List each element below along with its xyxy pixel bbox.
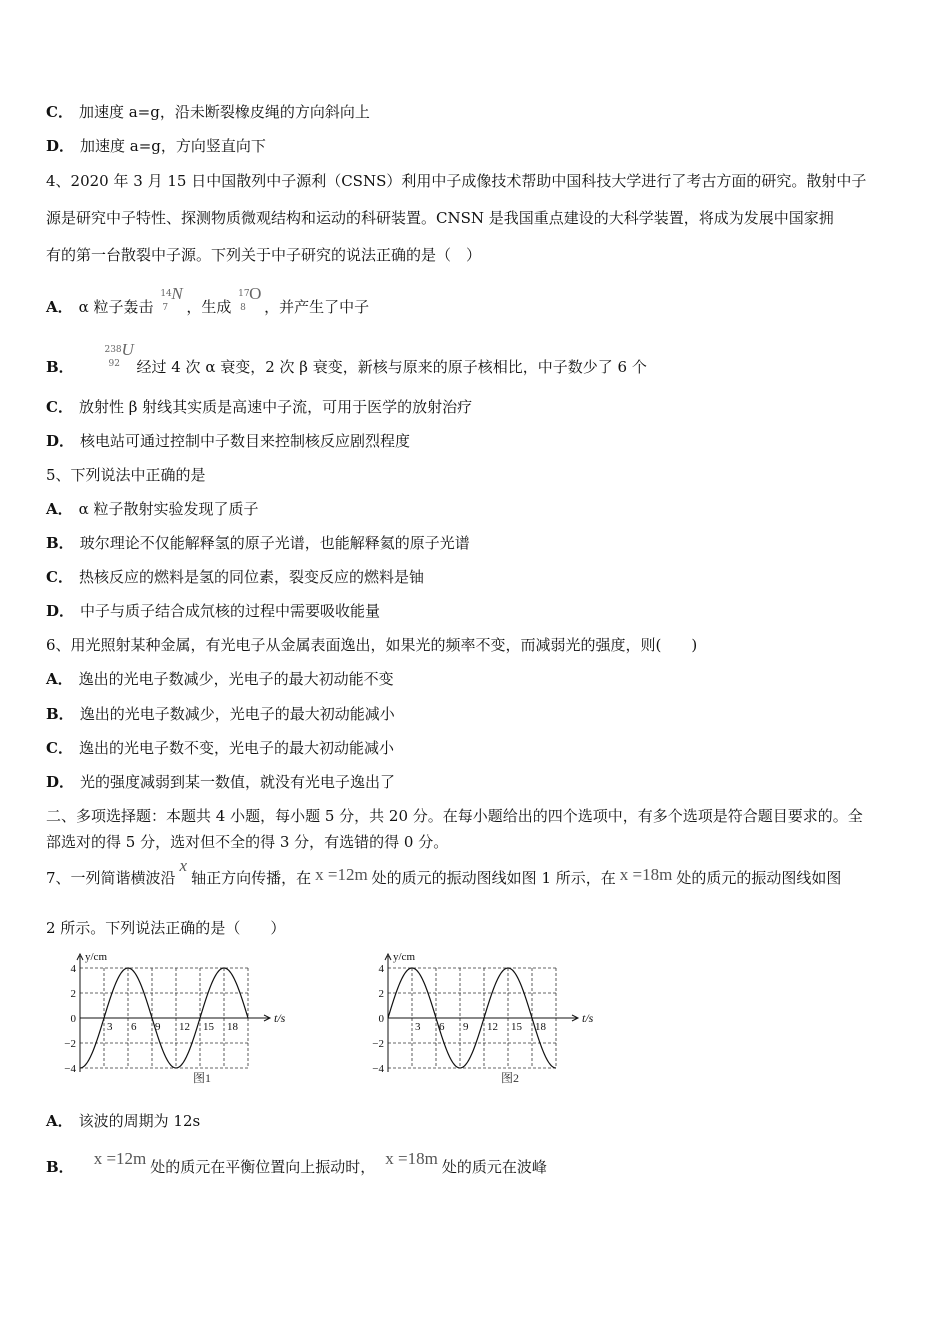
math-x12: x =12m: [315, 865, 368, 884]
option-label: A．: [46, 298, 73, 316]
option-text: α 粒子散射实验发现了质子: [78, 500, 259, 518]
option-text: 逸出的光电子数减少，光电子的最大初动能减小: [79, 705, 395, 723]
x-axis-label: t/s: [582, 1011, 594, 1025]
option-text: 逸出的光电子数不变，光电子的最大初动能减小: [78, 739, 394, 757]
vibration-chart-1: [58, 948, 378, 1100]
q5-option-c: C． 热核反应的燃料是氢的同位素，裂变反应的燃料是铀: [46, 568, 424, 586]
y-tick-label: −4: [372, 1063, 384, 1075]
option-text: 中子与质子结合成氘核的过程中需要吸收能量: [80, 602, 381, 620]
x-tick-label: 12: [179, 1021, 190, 1033]
x-tick-label: 3: [415, 1021, 421, 1033]
q5-option-d: D． 中子与质子结合成氘核的过程中需要吸收能量: [46, 602, 381, 620]
y-tick-label: 4: [70, 963, 76, 975]
uranium-nuclide: 238 92 U: [104, 340, 134, 369]
option-d: [46, 136, 266, 156]
vibration-chart-2: [366, 948, 686, 1100]
x-tick-label: 18: [535, 1021, 546, 1033]
option-text: 该波的周期为 12s: [78, 1112, 201, 1130]
q7-stem-line1: 7、一列简谐横波沿x轴正方向传播，在 x =12m 处的质元的振动图线如图 1 所示，在 x =18m 处的质元的振动图线如图: [46, 856, 842, 887]
option-text: 逸出的光电子数减少，光电子的最大初动能不变: [78, 670, 394, 688]
q7-option-a: A． 该波的周期为 12s: [46, 1112, 201, 1130]
x-tick-label: 15: [511, 1021, 522, 1033]
y-axis-label: y/cm: [393, 951, 415, 963]
y-tick-label: 0: [378, 1013, 384, 1025]
oxygen-nuclide: 17 8 O: [238, 284, 262, 313]
y-tick-label: 0: [70, 1013, 76, 1025]
x-axis-label: t/s: [274, 1011, 286, 1025]
q4-stem-line2: 源是研究中子特性、探测物质微观结构和运动的科研装置。CNSN 是我国重点建设的大科学装置，将成为发展中国家拥: [46, 209, 834, 227]
x-tick-label: 3: [107, 1021, 113, 1033]
section2-heading-line2: 部选对的得 5 分，选对但不全的得 3 分，有选错的得 0 分。: [46, 833, 449, 851]
y-tick-label: −2: [64, 1038, 76, 1050]
section2-heading-line1: 二、多项选择题：本题共 4 小题，每小题 5 分，共 20 分。在每小题给出的四个选项中，有多个选项是符合题目要求的。全: [46, 807, 863, 825]
q4-option-d: D． 核电站可通过控制中子数目来控制核反应剧烈程度: [46, 432, 411, 450]
q5-option-a: A． α 粒子散射实验发现了质子: [46, 500, 259, 518]
q4-option-a: A． α 粒子轰击 14 7 N ，生成 17 8 O ，并产生了中子: [46, 284, 370, 316]
q5-option-b: B． 玻尔理论不仅能解释氢的原子光谱，也能解释氦的原子光谱: [46, 534, 470, 552]
option-text: 加速度 a=g，沿未断裂橡皮绳的方向斜向上: [78, 103, 370, 121]
y-axis-label: y/cm: [85, 951, 107, 963]
q6-option-d: D． 光的强度减弱到某一数值，就没有光电子逸出了: [46, 773, 396, 791]
option-text: 玻尔理论不仅能解释氢的原子光谱，也能解释氦的原子光谱: [79, 534, 470, 552]
chart-title: 图1: [192, 1071, 212, 1085]
y-tick-label: 2: [70, 988, 76, 1000]
option-text: 加速度 a=g，方向竖直向下: [80, 137, 266, 155]
x-tick-label: 15: [203, 1021, 214, 1033]
nitrogen-nuclide: 14 7 N: [160, 284, 183, 313]
y-tick-label: −2: [372, 1038, 384, 1050]
y-tick-label: −4: [64, 1063, 76, 1075]
q4-option-c: C． 放射性 β 射线其实质是高速中子流，可用于医学的放射治疗: [46, 398, 473, 416]
q4-stem-line3: 有的第一台散裂中子源。下列关于中子研究的说法正确的是（ ）: [46, 246, 482, 264]
chart-2-svg: [366, 948, 686, 1096]
x-tick-label: 9: [463, 1021, 469, 1033]
option-text: α 粒子轰击: [78, 298, 154, 316]
option-label: B．: [46, 358, 74, 376]
option-c: [46, 102, 370, 122]
q4-stem-line1: 4、2020 年 3 月 15 日中国散列中子源利（CSNS）利用中子成像技术帮助中国科技大学进行了考古方面的研究。散射中子: [46, 172, 867, 190]
y-tick-label: 4: [378, 963, 384, 975]
q7-stem-line2: 2 所示。下列说法正确的是（ ）: [46, 919, 286, 937]
y-tick-label: 2: [378, 988, 384, 1000]
option-label: D．: [46, 137, 75, 155]
chart-1-svg: [58, 948, 378, 1096]
q6-option-b: B． 逸出的光电子数减少，光电子的最大初动能减小: [46, 705, 395, 723]
q5-stem: 5、下列说法中正确的是: [46, 466, 206, 484]
option-label: C．: [46, 103, 73, 121]
option-text: 放射性 β 射线其实质是高速中子流，可用于医学的放射治疗: [78, 398, 473, 416]
math-x18: x =18m: [619, 865, 673, 884]
option-text: 光的强度减弱到某一数值，就没有光电子逸出了: [80, 773, 396, 791]
x-tick-label: 6: [131, 1021, 137, 1033]
x-tick-label: 18: [227, 1021, 238, 1033]
option-text: 核电站可通过控制中子数目来控制核反应剧烈程度: [80, 432, 411, 450]
x-tick-label: 9: [155, 1021, 161, 1033]
x-tick-label: 12: [487, 1021, 498, 1033]
chart-title: 图2: [500, 1071, 520, 1085]
math-x: x: [179, 856, 188, 875]
option-text: 经过 4 次 α 衰变，2 次 β 衰变，新核与原来的原子核相比，中子数少了 6 个: [136, 358, 647, 376]
q6-option-c: C． 逸出的光电子数不变，光电子的最大初动能减小: [46, 739, 394, 757]
x-tick-label: 6: [439, 1021, 445, 1033]
q6-option-a: A． 逸出的光电子数减少，光电子的最大初动能不变: [46, 670, 394, 688]
math-x12: x =12m: [93, 1149, 147, 1168]
q7-option-b: B． x =12m 处的质元在平衡位置向上振动时， x =18m 处的质元在波峰: [46, 1149, 547, 1176]
option-text: 热核反应的燃料是氢的同位素，裂变反应的燃料是铀: [78, 568, 424, 586]
math-x18: x =18m: [385, 1149, 438, 1168]
q6-stem: 6、用光照射某种金属，有光电子从金属表面逸出，如果光的频率不变，而减弱光的强度，则( ): [46, 636, 698, 654]
q4-option-b: [46, 340, 647, 377]
